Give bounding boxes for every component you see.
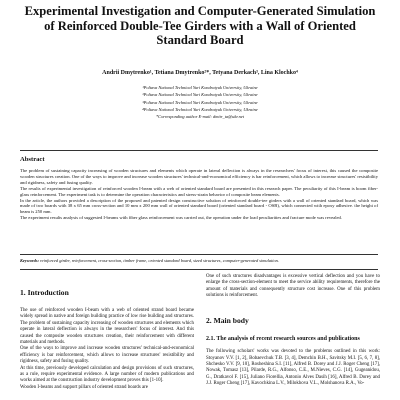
intro-paragraph: At this time, previously developed calculation and design provisions of such structures, as a rule, require experimental evidence. A large number of modern publications and works aimed at the construction industry development proves this [1-10]. — [20, 365, 194, 384]
keywords-bottom-rule — [20, 269, 378, 270]
abstract-heading: Abstract — [20, 156, 45, 163]
body-paragraph: The following scholars' works was devoted to the problems outlined in this work: Stoyanov V.V. [1, 2], Bobaevchuk T.B. [3, 4], Demchin B.H., Savitsky M.I. [5, 6, 7, 8], Shchesko V.V. [9, 10], Rosheshina S.I. [11], Alfred B. Dorey and J.J. Roger Cheng [17], Nowak, Tomasz [13], Pilarde, R.G., Alfonso, C.E., M.Nieves, C.G. [14], Gugeanidou, G., Dratkavol F. [15], Juliano Fiorellia, Antonio Alves Dasih [16], Alfred B. Dorey and J.J. Roger Cheng [17], Kavochkina L.V., Milokhova V.L., Molshanova R.A., Vo- — [206, 349, 380, 387]
affiliation-4: ⁴Poltava National Technical Yuri Kondratyuk University, Ukraine — [142, 106, 258, 112]
right-column — [206, 274, 380, 388]
intro-paragraph: One of the ways to improve and increase wooden structures' technical-and-economical efficiency is bar reinforcement, which allows to increase structures' resistibility and rigidness, safety and fusing quality. — [20, 346, 194, 365]
affiliation-list — [20, 84, 380, 120]
affiliation-3: ³Poltava National Technical Yuri Kondratyuk University, Ukraine — [142, 99, 258, 105]
keywords-text: reinforced girder, reinforcement, cross-section, timber frame, oriented standard board, sized structures, computer-generated simulation. — [40, 258, 279, 263]
abstract-paragraph: The results of experimental investigation of reinforced wooden I-beam with a web of oriented standard board are presented in this research paper. The peculiarity of this I-beam is boom fiber-glass reinforcement. The experiment task is to determine the operation characteristics and stress-strain behavior of composite beam elements. — [20, 185, 378, 197]
affiliation-2: ²Poltava National Technical Yuri Kondratyuk University, Ukraine — [142, 92, 258, 98]
left-column — [20, 274, 194, 391]
abstract-top-rule — [20, 150, 378, 151]
keywords-line — [20, 258, 378, 264]
section-heading-introduction: 1. Introduction — [20, 288, 69, 297]
body-paragraph: One of such structures disadvantages is excessive vertical deflection and you have to enlarge the cross-section-element to meet the service ability requirements, therefore the amount of materials and consequently structure cost increase. One of this problem solutions is reinforcement. — [206, 274, 380, 299]
intro-paragraph: The use of reinforced wooden I-beam with a web of oriented strand board became widely spread in native and foreign building practice of low rise building and structures. The problem of sustaining capacity increasing of wooden structures and elements which operate in lateral deflection is always in the researchers' focus of interest. And this caused the composite wooden structures creation, their reinforcement with different materials and methods. — [20, 308, 194, 346]
keywords-label: Keywords: — [20, 258, 40, 263]
section-heading-main-body: 2. Main body — [206, 315, 249, 325]
keywords-top-rule — [20, 254, 378, 255]
intro-paragraph: Wooden I-beams and support pillars of oriented strand boards are — [20, 384, 148, 390]
corresponding-author: *Corresponding author E-mail: dmitr_ta@ukr.net — [155, 114, 245, 120]
abstract-paragraph: In the article, the authors provided a description of the proposed and patented design constructive solution of reinforced double-tee girders with a wall of oriented standard board, which was made of two boards with 38 x 65 mm cross-section and 10 mm x 200 mm wall of oriented standard board (oriented standard board - OSB), which connected with epoxy adhesive. the height of beam is 250 mm. — [20, 197, 378, 215]
abstract-paragraph: The experiment results analysis of suggested I-beams with fiber glass reinforcement was carried out, the operation under the load peculiarities and fracture mode was revealed. — [20, 215, 342, 221]
abstract-paragraph: The problem of sustaining capacity increasing of wooden structures and elements which operate in lateral deflection is always in the researchers' focus of interest, this caused the composite wooden structures creation. One of the ways to improve and increase wooden structures' technical-and-economical efficiency is bar reinforcement, which allows to increase structures' resistibility and rigidness, safety and fusing quality. — [20, 168, 378, 185]
abstract-body — [20, 168, 378, 221]
author-list: Andrii Dmytrenko¹, Tetiana Dmytrenko²*, Tetyana Derkach³, Lina Klochko⁴ — [102, 70, 298, 76]
paper-title: Experimental Investigation and Computer-Generated Simulation of Reinforced Double-Tee Girders with a Wall of Oriented Standard Board — [24, 4, 376, 48]
affiliation-1: ¹Poltava National Technical Yuri Kondratyuk University, Ukraine — [142, 85, 258, 90]
subsection-heading: 2.1. The analysis of recent research sources and publications — [206, 335, 360, 342]
